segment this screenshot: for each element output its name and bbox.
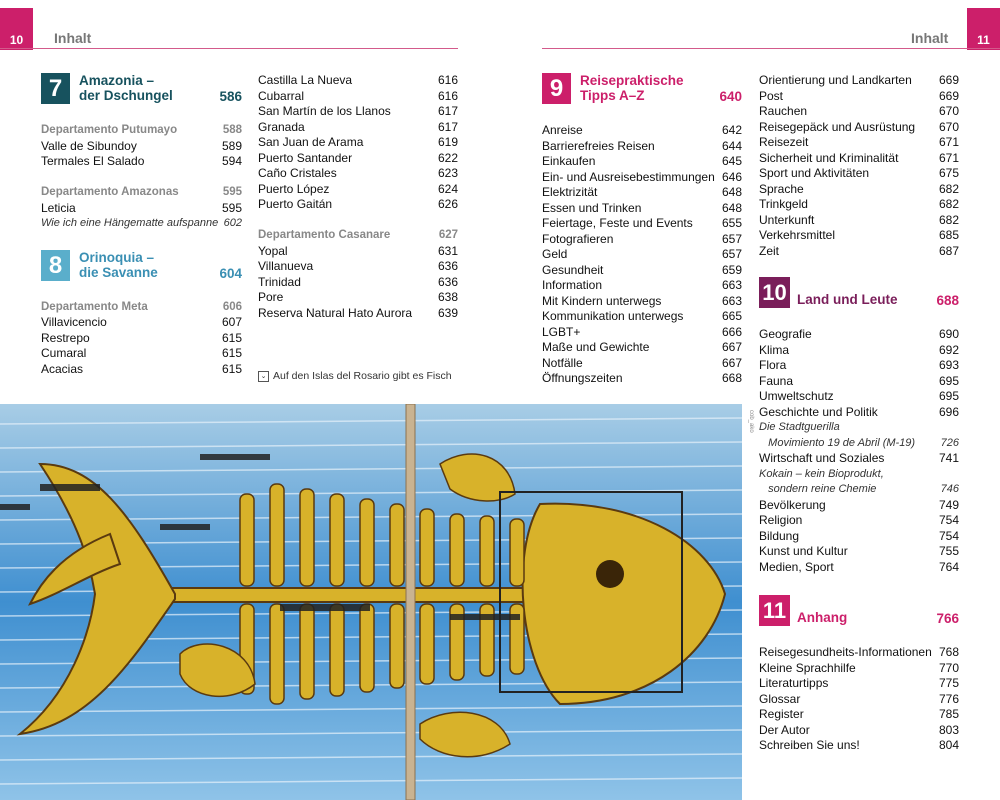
- toc-entry-page: 687: [938, 243, 959, 258]
- toc-entry-label: Register: [759, 707, 804, 721]
- toc-entry-page: 746: [940, 483, 959, 495]
- toc-entry[interactable]: [759, 661, 959, 677]
- toc-entry[interactable]: [759, 405, 959, 421]
- toc-entry-label: Leticia: [41, 200, 76, 215]
- toc-entry-label: Valle de Sibundoy: [41, 138, 137, 153]
- toc-entry-label: Schreiben Sie uns!: [759, 738, 860, 752]
- toc-entry-label: Cumaral: [41, 346, 87, 360]
- toc-entry[interactable]: [759, 182, 959, 198]
- toc-entry-label: Castilla La Nueva: [258, 73, 353, 87]
- feature-entry[interactable]: [41, 216, 242, 232]
- toc-entry[interactable]: [759, 166, 959, 182]
- toc-entry[interactable]: [759, 529, 959, 545]
- toc-entry[interactable]: [759, 244, 959, 260]
- toc-entry-page: 615: [221, 361, 242, 376]
- toc-entry[interactable]: [542, 294, 742, 310]
- column-4-entries: [759, 73, 959, 259]
- toc-entry[interactable]: [542, 201, 742, 217]
- toc-entry-label: Anreise: [542, 123, 583, 137]
- toc-entry-page: 768: [938, 645, 959, 659]
- toc-entry-page: 682: [938, 181, 959, 196]
- toc-entry[interactable]: [759, 723, 959, 739]
- toc-entry-page: 615: [221, 330, 242, 345]
- toc-entry[interactable]: [258, 120, 458, 136]
- photo-caption: ⌄ Auf den Islas del Rosario gibt es Fisch: [258, 370, 452, 382]
- toc-entry-label: Gesundheit: [542, 262, 604, 277]
- toc-entry[interactable]: [759, 120, 959, 136]
- toc-entry-label: Zeit: [759, 243, 780, 258]
- toc-entry-page: 726: [940, 436, 959, 449]
- toc-entry-label: Unterkunft: [759, 212, 815, 227]
- chapter-11-number: 11: [759, 595, 790, 626]
- toc-entry[interactable]: [759, 498, 959, 514]
- toc-entry-label: Rauchen: [759, 104, 808, 118]
- chapter-8-entries: [41, 300, 242, 378]
- toc-column-4: [759, 73, 959, 754]
- toc-entry-page: 588: [222, 124, 242, 136]
- toc-entry-label: Literaturtipps: [759, 676, 829, 690]
- toc-entry-page: 594: [221, 154, 242, 168]
- chapter-11-title: Anhang: [797, 610, 848, 625]
- toc-entry[interactable]: [542, 340, 742, 356]
- toc-entry-label: Geld: [542, 247, 568, 261]
- toc-entry-page: 770: [938, 660, 959, 675]
- chapter-8-page: 604: [219, 265, 242, 281]
- chapter-9-entries: [542, 123, 742, 387]
- chapter-7-heading[interactable]: [41, 73, 242, 107]
- toc-entry[interactable]: [542, 247, 742, 263]
- toc-entry-label: Bevölkerung: [759, 497, 826, 512]
- toc-entry[interactable]: [41, 331, 242, 347]
- toc-entry-page: 636: [437, 274, 458, 289]
- toc-column-2: [258, 73, 458, 321]
- chapter-8-number: 8: [41, 250, 70, 281]
- toc-entry-page: 655: [721, 216, 742, 230]
- chapter-11-heading[interactable]: [759, 595, 959, 629]
- toc-entry[interactable]: [759, 151, 959, 167]
- toc-entry-page: 668: [721, 371, 742, 385]
- toc-entry-page: 749: [938, 497, 959, 512]
- toc-entry[interactable]: [759, 451, 959, 467]
- casanare-entries: [258, 228, 458, 321]
- toc-entry-label: Acacias: [41, 361, 84, 376]
- feature-entry[interactable]: [759, 420, 959, 436]
- toc-entry[interactable]: [759, 374, 959, 390]
- chapter-7-number: 7: [41, 73, 70, 104]
- toc-entry-page: 764: [938, 559, 959, 574]
- toc-entry[interactable]: [759, 73, 959, 89]
- toc-entry-label: Sprache: [759, 181, 804, 196]
- chapter-9-title: Reisepraktische Tipps A–Z: [580, 73, 684, 103]
- toc-entry-label: sondern reine Chemie: [759, 483, 877, 495]
- toc-entry-label: Glossar: [759, 691, 801, 706]
- toc-column-3: [542, 73, 742, 387]
- toc-entry-page: 775: [938, 676, 959, 690]
- toc-entry-page: 617: [437, 119, 458, 134]
- toc-entry[interactable]: [258, 244, 458, 260]
- toc-entry-page: 663: [721, 293, 742, 308]
- left-header-rule: [0, 48, 458, 49]
- toc-entry-label: Kleine Sprachhilfe: [759, 660, 856, 675]
- toc-entry-label: Reserva Natural Hato Aurora: [258, 305, 413, 320]
- toc-entry-label: Mit Kindern unterwegs: [542, 293, 662, 308]
- toc-entry[interactable]: [542, 139, 742, 155]
- toc-entry[interactable]: [759, 358, 959, 374]
- toc-entry[interactable]: [542, 309, 742, 325]
- toc-entry-page: 695: [938, 373, 959, 388]
- toc-entry[interactable]: [258, 197, 458, 213]
- toc-entry-page: 607: [221, 315, 242, 329]
- toc-entry[interactable]: [258, 275, 458, 291]
- toc-entry-label: Caño Cristales: [258, 166, 337, 180]
- toc-entry[interactable]: [759, 343, 959, 359]
- toc-entry-label: Umweltschutz: [759, 389, 834, 403]
- chapter-7-entries: [41, 123, 242, 232]
- chapter-10-number: 10: [759, 277, 790, 308]
- toc-entry-page: 670: [938, 119, 959, 134]
- toc-entry-label: Villavicencio: [41, 315, 107, 329]
- toc-entry-page: 754: [938, 528, 959, 543]
- toc-entry-page: 667: [721, 340, 742, 354]
- toc-entry-page: 741: [938, 451, 959, 465]
- toc-entry-label: Restrepo: [41, 330, 90, 345]
- toc-entry-page: 631: [437, 243, 458, 258]
- chapter-9-page: 640: [719, 89, 742, 104]
- toc-entry-page: 616: [437, 88, 458, 103]
- toc-entry-label: Pore: [258, 290, 284, 304]
- toc-entry-page: 671: [938, 135, 959, 149]
- right-page-number: 11: [977, 33, 990, 47]
- toc-entry-label: Cubarral: [258, 88, 305, 103]
- toc-entry-page: 644: [721, 138, 742, 153]
- fish-mural-photo: [0, 404, 742, 800]
- toc-entry-label: Öffnungszeiten: [542, 371, 623, 385]
- toc-entry-label: Elektrizität: [542, 185, 598, 199]
- section-heading[interactable]: [41, 185, 242, 201]
- toc-entry-label: Kokain – kein Bioprodukt,: [759, 467, 884, 480]
- toc-entry[interactable]: [759, 707, 959, 723]
- toc-entry-page: 648: [721, 200, 742, 215]
- toc-entry-page: 595: [222, 186, 242, 198]
- toc-entry[interactable]: [258, 135, 458, 151]
- toc-entry-label: Fotografieren: [542, 231, 614, 246]
- right-page-number-tab: [967, 8, 1000, 50]
- toc-entry-label: Fauna: [759, 373, 794, 388]
- toc-entry-page: 624: [437, 181, 458, 196]
- toc-entry-page: 619: [437, 135, 458, 149]
- section-heading[interactable]: [41, 123, 242, 139]
- toc-entry-label: Reisegepäck und Ausrüstung: [759, 119, 916, 134]
- chapter-7-page: 586: [219, 89, 242, 104]
- toc-entry-label: Maße und Gewichte: [542, 340, 650, 354]
- toc-entry-label: Granada: [258, 119, 305, 134]
- toc-entry[interactable]: [759, 676, 959, 692]
- chapter-8-title: Orinoquia – die Savanne: [79, 249, 158, 280]
- toc-column-1: [41, 73, 242, 377]
- toc-entry-label: Geografie: [759, 327, 812, 341]
- toc-entry-label: Puerto López: [258, 181, 330, 196]
- chapter-11-entries: [759, 645, 959, 754]
- toc-entry-page: 617: [437, 104, 458, 118]
- toc-entry[interactable]: [258, 104, 458, 120]
- toc-entry-page: 623: [437, 166, 458, 180]
- toc-entry-page: 659: [721, 262, 742, 277]
- toc-entry-page: 755: [938, 544, 959, 558]
- toc-entry-page: 615: [221, 346, 242, 360]
- toc-entry[interactable]: [258, 182, 458, 198]
- toc-entry[interactable]: [759, 389, 959, 405]
- toc-entry-page: 669: [938, 88, 959, 103]
- toc-entry[interactable]: [542, 154, 742, 170]
- toc-entry-page: 648: [721, 185, 742, 199]
- chapter-11-page: 766: [936, 611, 959, 626]
- toc-entry[interactable]: [258, 166, 458, 182]
- toc-entry-page: 638: [437, 290, 458, 304]
- toc-entry-page: 666: [721, 324, 742, 339]
- toc-entry-page: 639: [437, 305, 458, 320]
- left-page-number: 10: [9, 33, 24, 47]
- chapter-9-number: 9: [542, 73, 571, 104]
- toc-entry-page: 626: [437, 197, 458, 211]
- left-running-header: Inhalt: [54, 30, 92, 46]
- toc-entry-page: 671: [938, 150, 959, 165]
- toc-entry-label: Trinidad: [258, 274, 301, 289]
- toc-entry-page: 595: [221, 200, 242, 215]
- chapter-10-page: 688: [936, 293, 959, 308]
- toc-entry[interactable]: [41, 154, 242, 170]
- toc-entry[interactable]: [759, 645, 959, 661]
- toc-entry[interactable]: [542, 170, 742, 186]
- toc-entry-label: Kunst und Kultur: [759, 544, 848, 558]
- toc-entry-page: 589: [221, 138, 242, 153]
- chapter-8-heading[interactable]: [41, 250, 242, 284]
- toc-entry-page: 693: [938, 358, 959, 372]
- toc-entry-label: Puerto Santander: [258, 150, 353, 165]
- toc-entry[interactable]: [258, 259, 458, 275]
- right-header-rule: [542, 48, 1000, 49]
- toc-entry-label: Sport und Aktivitäten: [759, 166, 870, 180]
- toc-entry-page: 642: [721, 123, 742, 137]
- toc-entry[interactable]: [258, 290, 458, 306]
- toc-entry-page: 754: [938, 513, 959, 527]
- toc-entry[interactable]: [41, 139, 242, 155]
- toc-entry-page: 675: [938, 166, 959, 180]
- toc-entry-label: Trinkgeld: [759, 197, 808, 211]
- toc-entry-page: 663: [721, 278, 742, 292]
- toc-entry-label: Reisegesundheits-Informationen: [759, 645, 932, 659]
- toc-entry[interactable]: [542, 232, 742, 248]
- toc-entry-label: Departamento Putumayo: [41, 124, 178, 136]
- toc-entry-label: Termales El Salado: [41, 154, 145, 168]
- toc-entry-page: 627: [438, 229, 458, 241]
- toc-entry-page: 606: [222, 300, 242, 313]
- toc-entry-label: Bildung: [759, 528, 800, 543]
- toc-entry-label: Departamento Casanare: [258, 229, 391, 241]
- toc-entry-page: 622: [437, 150, 458, 165]
- toc-entry-page: 665: [721, 309, 742, 323]
- toc-entry-page: 692: [938, 342, 959, 357]
- chapter-9-heading[interactable]: [542, 73, 742, 107]
- toc-entry-label: Information: [542, 278, 603, 292]
- toc-entry[interactable]: [542, 216, 742, 232]
- toc-entry[interactable]: [542, 356, 742, 372]
- toc-entry-page: 682: [938, 197, 959, 211]
- toc-entry-label: Flora: [759, 358, 787, 372]
- toc-entry-page: 804: [938, 738, 959, 752]
- toc-entry-page: 682: [938, 212, 959, 227]
- toc-entry-page: 657: [721, 247, 742, 261]
- toc-entry-page: 602: [223, 217, 242, 229]
- toc-entry-page: 696: [938, 404, 959, 419]
- toc-entry-label: Einkaufen: [542, 154, 596, 168]
- toc-entry-label: Post: [759, 88, 784, 103]
- feature-entry[interactable]: [759, 467, 959, 483]
- toc-entry-page: 616: [437, 73, 458, 87]
- toc-entry-page: 669: [938, 73, 959, 87]
- toc-entry-label: Villanueva: [258, 259, 314, 273]
- toc-entry[interactable]: [759, 544, 959, 560]
- toc-entry[interactable]: [41, 315, 242, 331]
- toc-entry-page: 776: [938, 691, 959, 706]
- chapter-10-title: Land und Leute: [797, 292, 898, 307]
- toc-entry-label: Verkehrsmittel: [759, 228, 836, 242]
- toc-entry[interactable]: [759, 738, 959, 754]
- toc-entry-label: LGBT+: [542, 324, 581, 339]
- toc-entry-label: Departamento Amazonas: [41, 186, 179, 198]
- toc-entry-label: San Juan de Arama: [258, 135, 364, 149]
- toc-entry[interactable]: [41, 201, 242, 217]
- toc-entry-page: 695: [938, 389, 959, 403]
- column-2-entries: [258, 73, 458, 213]
- toc-entry[interactable]: [542, 278, 742, 294]
- toc-entry-page: 785: [938, 707, 959, 721]
- toc-entry[interactable]: [542, 263, 742, 279]
- toc-entry[interactable]: [542, 123, 742, 139]
- toc-entry-label: Der Autor: [759, 722, 810, 737]
- section-heading[interactable]: [258, 228, 458, 244]
- feature-entry[interactable]: [759, 436, 959, 452]
- toc-entry-label: Wirtschaft und Soziales: [759, 451, 885, 465]
- toc-entry-label: Die Stadtguerilla: [759, 421, 840, 433]
- toc-entry-label: Kommunikation unterwegs: [542, 309, 684, 323]
- photo-credit: cob_ako: [748, 410, 754, 433]
- toc-entry-label: Barrierefreies Reisen: [542, 138, 655, 153]
- toc-entry[interactable]: [759, 327, 959, 343]
- toc-entry-page: 657: [721, 231, 742, 246]
- toc-entry-label: Sicherheit und Kriminalität: [759, 150, 899, 165]
- toc-entry[interactable]: [41, 362, 242, 378]
- toc-entry[interactable]: [258, 151, 458, 167]
- toc-entry-page: 670: [938, 104, 959, 118]
- toc-entry-label: Wie ich eine Hängematte aufspanne: [41, 217, 219, 229]
- toc-entry-page: 636: [437, 259, 458, 273]
- toc-entry[interactable]: [759, 560, 959, 576]
- toc-entry-label: Reisezeit: [759, 135, 809, 149]
- toc-entry[interactable]: [258, 73, 458, 89]
- toc-entry[interactable]: [258, 306, 458, 322]
- toc-entry-label: Ein- und Ausreisebestimmungen: [542, 169, 715, 184]
- toc-entry[interactable]: [759, 89, 959, 105]
- toc-entry-label: Departamento Meta: [41, 300, 148, 313]
- toc-entry[interactable]: [542, 185, 742, 201]
- toc-entry-label: Geschichte und Politik: [759, 404, 878, 419]
- chapter-7-title: Amazonia – der Dschungel: [79, 73, 173, 103]
- toc-entry-label: Klima: [759, 342, 790, 357]
- toc-entry-label: Movimiento 19 de Abril (M-19): [759, 436, 916, 449]
- toc-entry-page: 667: [721, 355, 742, 370]
- toc-entry-label: Medien, Sport: [759, 559, 834, 574]
- toc-entry-label: Yopal: [258, 243, 288, 258]
- toc-entry-label: Essen und Trinken: [542, 200, 642, 215]
- toc-entry-label: Religion: [759, 513, 803, 527]
- toc-entry-page: 690: [938, 327, 959, 341]
- left-page-number-tab: [0, 8, 33, 50]
- toc-entry-page: 685: [938, 228, 959, 242]
- toc-entry-label: Notfälle: [542, 355, 583, 370]
- toc-entry-page: 645: [721, 154, 742, 168]
- toc-entry-page: 646: [721, 169, 742, 184]
- toc-entry-label: San Martín de los Llanos: [258, 104, 391, 118]
- feature-entry[interactable]: [759, 482, 959, 498]
- toc-entry[interactable]: [759, 213, 959, 229]
- toc-entry[interactable]: [542, 325, 742, 341]
- toc-entry[interactable]: [542, 371, 742, 387]
- toc-entry[interactable]: [759, 197, 959, 213]
- toc-entry-page: 803: [938, 722, 959, 737]
- toc-entry-label: Feiertage, Feste und Events: [542, 216, 693, 230]
- toc-entry-label: Puerto Gaitán: [258, 197, 333, 211]
- toc-entry[interactable]: [41, 346, 242, 362]
- toc-entry[interactable]: [759, 692, 959, 708]
- toc-entry[interactable]: [759, 135, 959, 151]
- right-running-header: Inhalt: [911, 30, 949, 46]
- chapter-10-heading[interactable]: [759, 277, 959, 311]
- section-heading[interactable]: [41, 300, 242, 316]
- chapter-10-entries: [759, 327, 959, 575]
- toc-entry[interactable]: [258, 89, 458, 105]
- toc-entry[interactable]: [759, 104, 959, 120]
- toc-entry-label: Orientierung und Landkarten: [759, 73, 912, 87]
- toc-entry[interactable]: [759, 513, 959, 529]
- caption-arrow-icon: ⌄: [258, 371, 269, 382]
- toc-entry[interactable]: [759, 228, 959, 244]
